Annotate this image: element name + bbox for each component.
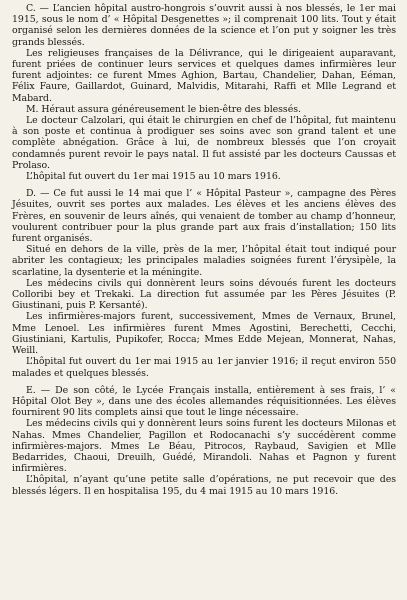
paragraph-hopital-pasteur: D. — Ce fut aussi le 14 mai que l’ « Hôpital Pasteur », campagne des Pères Jésuites, ouvrit ses portes aux malades. Les élèves et les anciens élèves des Frères, en souvenir de leurs aînés, qui venaient de tomber au champ d’honneur, voulurent contribuer pour la plus grande part aux frais d’installation; 150 lits furent organisés. (12, 188, 396, 245)
paragraph-religieuses-delivrance: Les religieuses françaises de la Délivrance, qui le dirigeaient auparavant, furent priées de continuer leurs services et quelques dames infirmières leur furent adjointes: ce furent Mmes Aghion, Bartau, Chandelier, Dahan, Eéman, Félix Faure, Gaillardot, Guinard, Malvidis, Mitarahi, Raffi et Mlle Legrand et Mabard. (12, 47, 396, 104)
paragraph-pasteur-dates: L’hôpital fut ouvert du 1er mai 1915 au 1er janvier 1916; il reçut environ 550 malades et quelques blessés. (12, 356, 396, 379)
paragraph-hopital-desgenettes: C. — L’ancien hôpital austro-hongrois s’ouvrit aussi à nos blessés, le 1er mai 1915, sous le nom d’ « Hôpital Desgenettes »; il comprenait 100 lits. Tout y était organisé selon les dernières données de la science et l’on put y soigner les très grands blessés. (12, 3, 396, 48)
paragraph-docteur-calzolari: Le docteur Calzolari, qui était le chirurgien en chef de l’hôpital, fut maintenu à son poste et continua à prodiguer ses soins avec son grand talent et une complète abnégation. Grâce à lui, de nombreux blessés que l’on croyait condamnés purent revoir le pays natal. Il fut assisté par les docteurs Caussas et Prolaso. (12, 115, 396, 171)
paragraph-desgenettes-dates: L’hôpital fut ouvert du 1er mai 1915 au 10 mars 1916. (26, 171, 281, 183)
paragraph-medecins-pasteur: Les médecins civils qui donnèrent leurs soins dévoués furent les docteurs Colloribi bey et Trekaki. La direction fut assumée par les Pères Jésuites (P. Giustinani, puis P. Kersanté). (12, 277, 396, 312)
paragraph-olot-bey-dates: L’hôpital, n’ayant qu’une petite salle d’opérations, ne put recevoir que des blessés légers. Il en hospitalisa 195, du 4 mai 1915 au 10 mars 1916. (12, 474, 396, 497)
paragraph-medecins-olot-bey: Les médecins civils qui y donnèrent leurs soins furent les docteurs Milonas et Nahas. Mmes Chandelier, Pagillon et Rodocanachi s’y succédèrent comme infirmières-majors. Mmes Le Béau, Pitrocos, Raybaud, Savigien et Mlle Bedarrides, Chaoui, Dreuilh, Guédé, Mirandoli. Nahas et Pagnon y furent infirmières. (12, 418, 396, 475)
paragraph-hopital-olot-bey: E. — De son côté, le Lycée Français installa, entièrement à ses frais, l’ « Hôpital Olot Bey », dans une des écoles allemandes réquisitionnées. Les élèves fournirent 90 lits complets ainsi que tout le linge nécessaire. (12, 384, 396, 419)
paragraph-heraut: M. Héraut assura généreusement le bien-être des blessés. (26, 103, 301, 115)
paragraph-infirmieres-pasteur: Les infirmières-majors furent, successivement, Mmes de Vernaux, Brunel, Mme Lenoel. Les infirmières furent Mmes Agostini, Berechetti, Cecchi, Giustiniani, Kartulis, Pupikofer, Rocca; Mmes Edde Mejean, Monnerat, Nahas, Weill. (12, 311, 396, 357)
paragraph-contagieux: Situé en dehors de la ville, près de la mer, l’hôpital était tout indiqué pour abriter les contagieux; les principales maladies soignées furent l’érysipèle, la scarlatine, la dysenterie et la méningite. (12, 244, 396, 278)
